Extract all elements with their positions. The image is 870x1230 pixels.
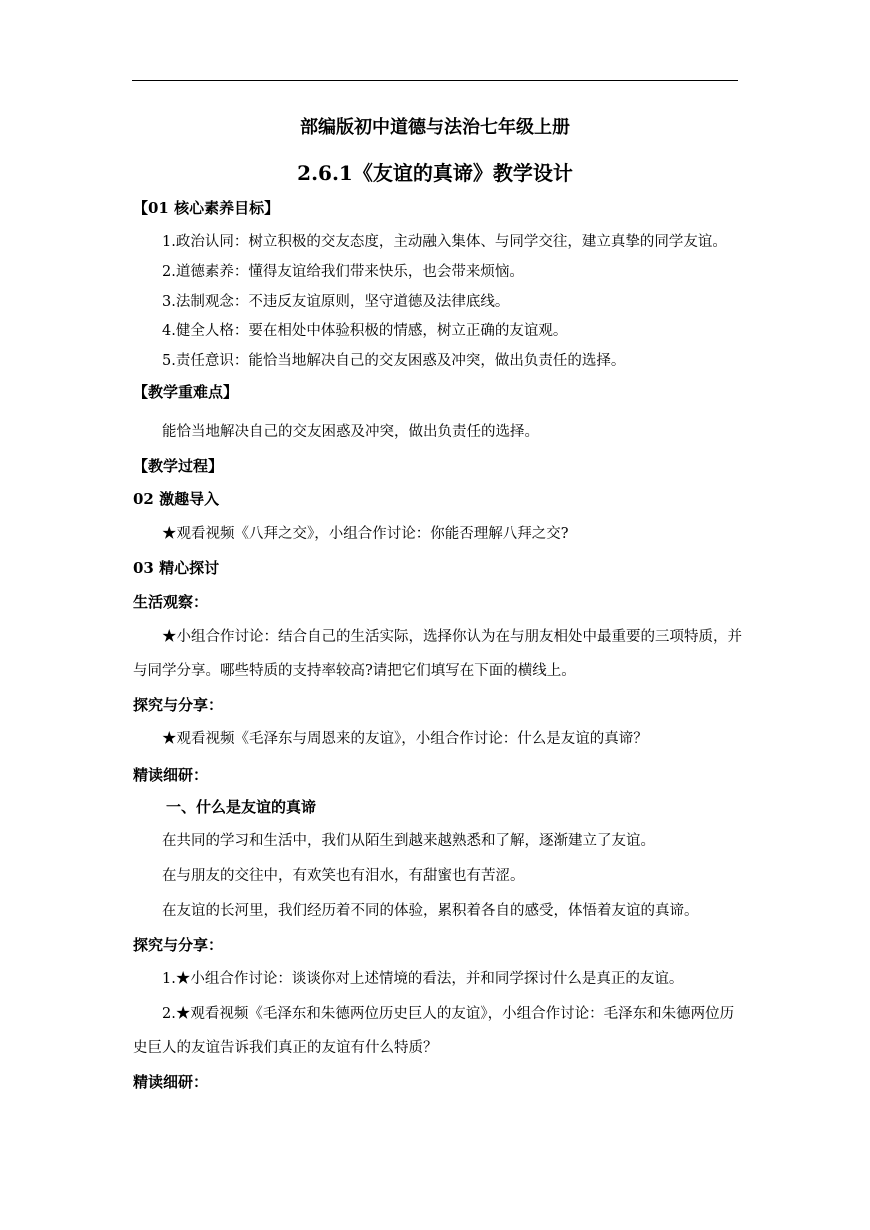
intro-heading: 02 激趣导入 — [133, 490, 220, 508]
share2-heading: 探究与分享： — [133, 936, 224, 954]
read1-subheading: 一、什么是友谊的真谛 — [166, 798, 317, 816]
lesson-title: 2.6.1《友谊的真谛》教学设计 — [297, 161, 573, 185]
intro-text: ★观看视频《八拜之交》，小组合作讨论：你能否理解八拜之交? — [162, 526, 569, 542]
share1-heading: 探究与分享： — [133, 696, 224, 714]
goal-item: 2.道德素养：懂得友谊给我们带来快乐，也会带来烦恼。 — [162, 264, 524, 280]
read2-heading: 精读细研： — [133, 1073, 209, 1091]
share2-item: 2.★观看视频《毛泽东和朱德两位历史巨人的友谊》，小组合作讨论：毛泽东和朱德两位历史巨人的友谊告诉我们真正的友谊有什么特质？ — [133, 1006, 735, 1056]
goal-item: 5.责任意识：能恰当地解决自己的交友困惑及冲突，做出负责任的选择。 — [162, 353, 626, 369]
keypoints-heading: 【教学重难点】 — [133, 383, 239, 401]
goals-heading: 【01 核心素养目标】 — [133, 199, 280, 217]
read1-heading: 精读细研： — [133, 766, 209, 784]
process-heading: 【教学过程】 — [133, 457, 224, 475]
read1-para: 在共同的学习和生活中，我们从陌生到越来越熟悉和了解，逐渐建立了友谊。 — [162, 833, 655, 849]
explore-heading: 03 精心探讨 — [133, 559, 220, 577]
read1-para: 在友谊的长河里，我们经历着不同的体验，累积着各自的感受，体悟着友谊的真谛。 — [162, 903, 699, 919]
document-title: 部编版初中道德与法治七年级上册 — [300, 117, 570, 138]
header-rule — [132, 80, 738, 81]
read1-para: 在与朋友的交往中，有欢笑也有泪水，有甜蜜也有苦涩。 — [162, 868, 525, 884]
share1-text: ★观看视频《毛泽东与周恩来的友谊》，小组合作讨论：什么是友谊的真谛？ — [162, 731, 648, 747]
life-text: ★小组合作讨论：结合自己的生活实际，选择你认为在与朋友相处中最重要的三项特质，并与同学分享。哪些特质的支持率较高?请把它们填写在下面的横线上。 — [133, 629, 742, 679]
keypoints-text: 能恰当地解决自己的交友困惑及冲突，做出负责任的选择。 — [162, 424, 539, 440]
goal-item: 3.法制观念：不违反友谊原则，坚守道德及法律底线。 — [162, 294, 510, 310]
life-heading: 生活观察： — [133, 593, 209, 611]
goal-item: 1.政治认同：树立积极的交友态度，主动融入集体、与同学交往，建立真挚的同学友谊。 — [162, 234, 727, 250]
share2-item: 1.★小组合作讨论：谈谈你对上述情境的看法，并和同学探讨什么是真正的友谊。 — [162, 971, 684, 987]
goal-item: 4.健全人格：要在相处中体验积极的情感，树立正确的友谊观。 — [162, 323, 568, 339]
